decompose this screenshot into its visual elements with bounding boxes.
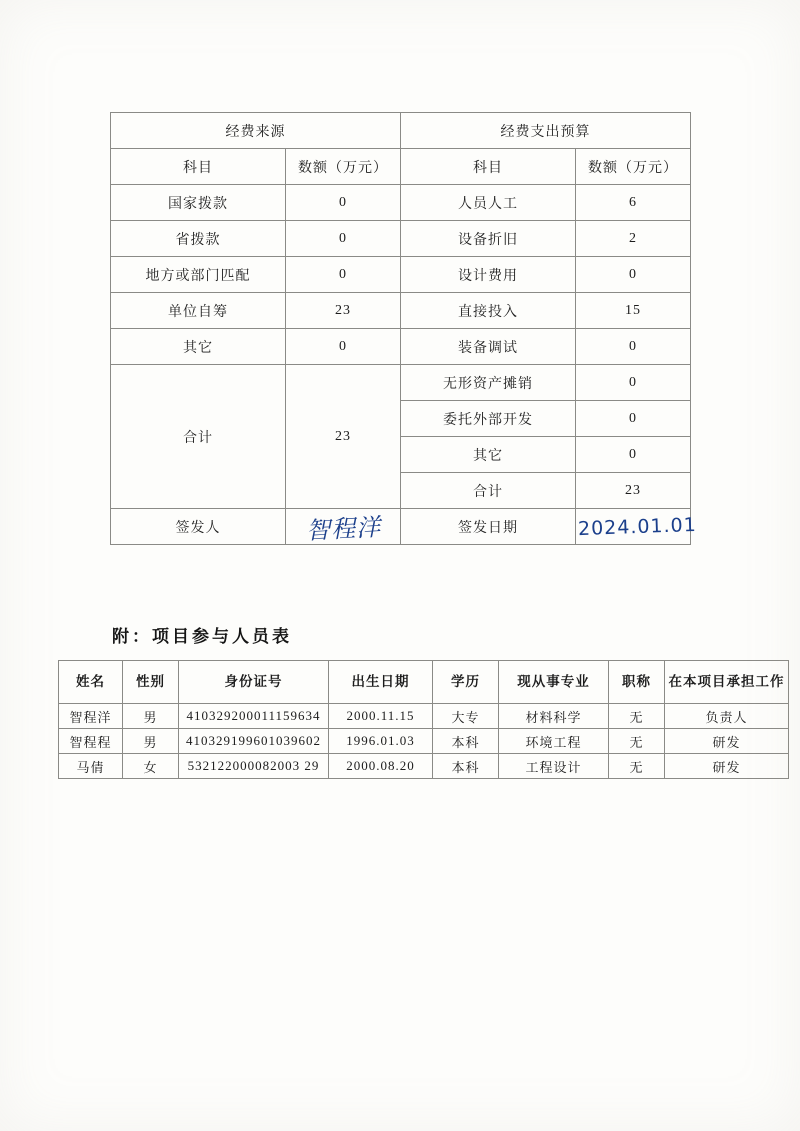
staff-sex: 女	[123, 754, 179, 779]
expense-budget-title: 经费支出预算	[401, 113, 691, 149]
table-row	[111, 221, 691, 257]
column-header-role: 在本项目承担工作	[665, 661, 789, 704]
table-row	[111, 185, 691, 221]
column-header-birth: 出生日期	[329, 661, 433, 704]
table-row	[59, 704, 789, 729]
expense-item: 人员人工	[401, 185, 576, 221]
table-row	[111, 329, 691, 365]
staff-id: 410329199601039602	[179, 729, 329, 754]
staff-name: 智程程	[59, 729, 123, 754]
column-header-sex: 性别	[123, 661, 179, 704]
staff-education: 本科	[433, 729, 499, 754]
staff-name: 智程洋	[59, 704, 123, 729]
source-item-header: 科目	[111, 149, 286, 185]
expense-amount: 0	[576, 257, 691, 293]
staff-table	[58, 660, 789, 779]
expense-amount: 0	[576, 329, 691, 365]
staff-sex: 男	[123, 729, 179, 754]
staff-education: 大专	[433, 704, 499, 729]
column-header-title: 职称	[609, 661, 665, 704]
staff-education: 本科	[433, 754, 499, 779]
expense-total-amount: 23	[576, 473, 691, 509]
signature-handwriting: 智程洋	[304, 513, 382, 545]
staff-id: 532122000082003 29	[179, 754, 329, 779]
table-row	[59, 754, 789, 779]
staff-major: 工程设计	[499, 754, 609, 779]
table-row	[111, 293, 691, 329]
expense-item: 其它	[401, 437, 576, 473]
date-handwriting: 2024.01.01	[577, 513, 698, 540]
signature-row	[111, 509, 691, 545]
staff-name: 马倩	[59, 754, 123, 779]
expense-total-label: 合计	[401, 473, 576, 509]
staff-major: 材料科学	[499, 704, 609, 729]
staff-header-row	[59, 661, 789, 704]
staff-role: 研发	[665, 754, 789, 779]
expense-amount: 0	[576, 437, 691, 473]
budget-table-container	[110, 112, 698, 545]
source-total-amount: 23	[286, 365, 401, 509]
expense-item: 直接投入	[401, 293, 576, 329]
staff-birth: 1996.01.03	[329, 729, 433, 754]
source-item: 地方或部门匹配	[111, 257, 286, 293]
staff-title: 无	[609, 704, 665, 729]
staff-sex: 男	[123, 704, 179, 729]
funding-source-title: 经费来源	[111, 113, 401, 149]
column-header-id: 身份证号	[179, 661, 329, 704]
expense-item: 设备折旧	[401, 221, 576, 257]
source-item: 其它	[111, 329, 286, 365]
staff-table-container	[58, 660, 785, 779]
expense-amount: 15	[576, 293, 691, 329]
source-amount: 0	[286, 185, 401, 221]
staff-role: 研发	[665, 729, 789, 754]
source-amount: 0	[286, 221, 401, 257]
staff-id: 410329200011159634	[179, 704, 329, 729]
expense-amount: 6	[576, 185, 691, 221]
sign-date-value	[576, 509, 698, 545]
staff-title: 无	[609, 754, 665, 779]
table-row	[111, 257, 691, 293]
expense-amount-header: 数额（万元）	[576, 149, 691, 185]
column-header-major: 现从事专业	[499, 661, 609, 704]
expense-item: 委托外部开发	[401, 401, 576, 437]
expense-item: 设计费用	[401, 257, 576, 293]
source-amount: 0	[286, 257, 401, 293]
source-item: 国家拨款	[111, 185, 286, 221]
signer-label: 签发人	[111, 509, 286, 545]
source-item: 省拨款	[111, 221, 286, 257]
source-amount-header: 数额（万元）	[286, 149, 401, 185]
sign-date-label: 签发日期	[401, 509, 576, 545]
staff-birth: 2000.11.15	[329, 704, 433, 729]
staff-title: 无	[609, 729, 665, 754]
staff-major: 环境工程	[499, 729, 609, 754]
budget-table	[110, 112, 698, 545]
column-header-name: 姓名	[59, 661, 123, 704]
expense-item: 装备调试	[401, 329, 576, 365]
signer-signature	[286, 509, 401, 545]
column-header-education: 学历	[433, 661, 499, 704]
staff-birth: 2000.08.20	[329, 754, 433, 779]
source-amount: 0	[286, 329, 401, 365]
table-row	[111, 365, 691, 401]
source-total-label: 合计	[111, 365, 286, 509]
staff-role: 负责人	[665, 704, 789, 729]
expense-item-header: 科目	[401, 149, 576, 185]
expense-amount: 0	[576, 365, 691, 401]
source-item: 单位自筹	[111, 293, 286, 329]
expense-item: 无形资产摊销	[401, 365, 576, 401]
budget-header-row	[111, 113, 691, 149]
table-row	[59, 729, 789, 754]
budget-subheader-row	[111, 149, 691, 185]
expense-amount: 0	[576, 401, 691, 437]
expense-amount: 2	[576, 221, 691, 257]
attachment-title: 附：项目参与人员表	[112, 627, 292, 646]
source-amount: 23	[286, 293, 401, 329]
